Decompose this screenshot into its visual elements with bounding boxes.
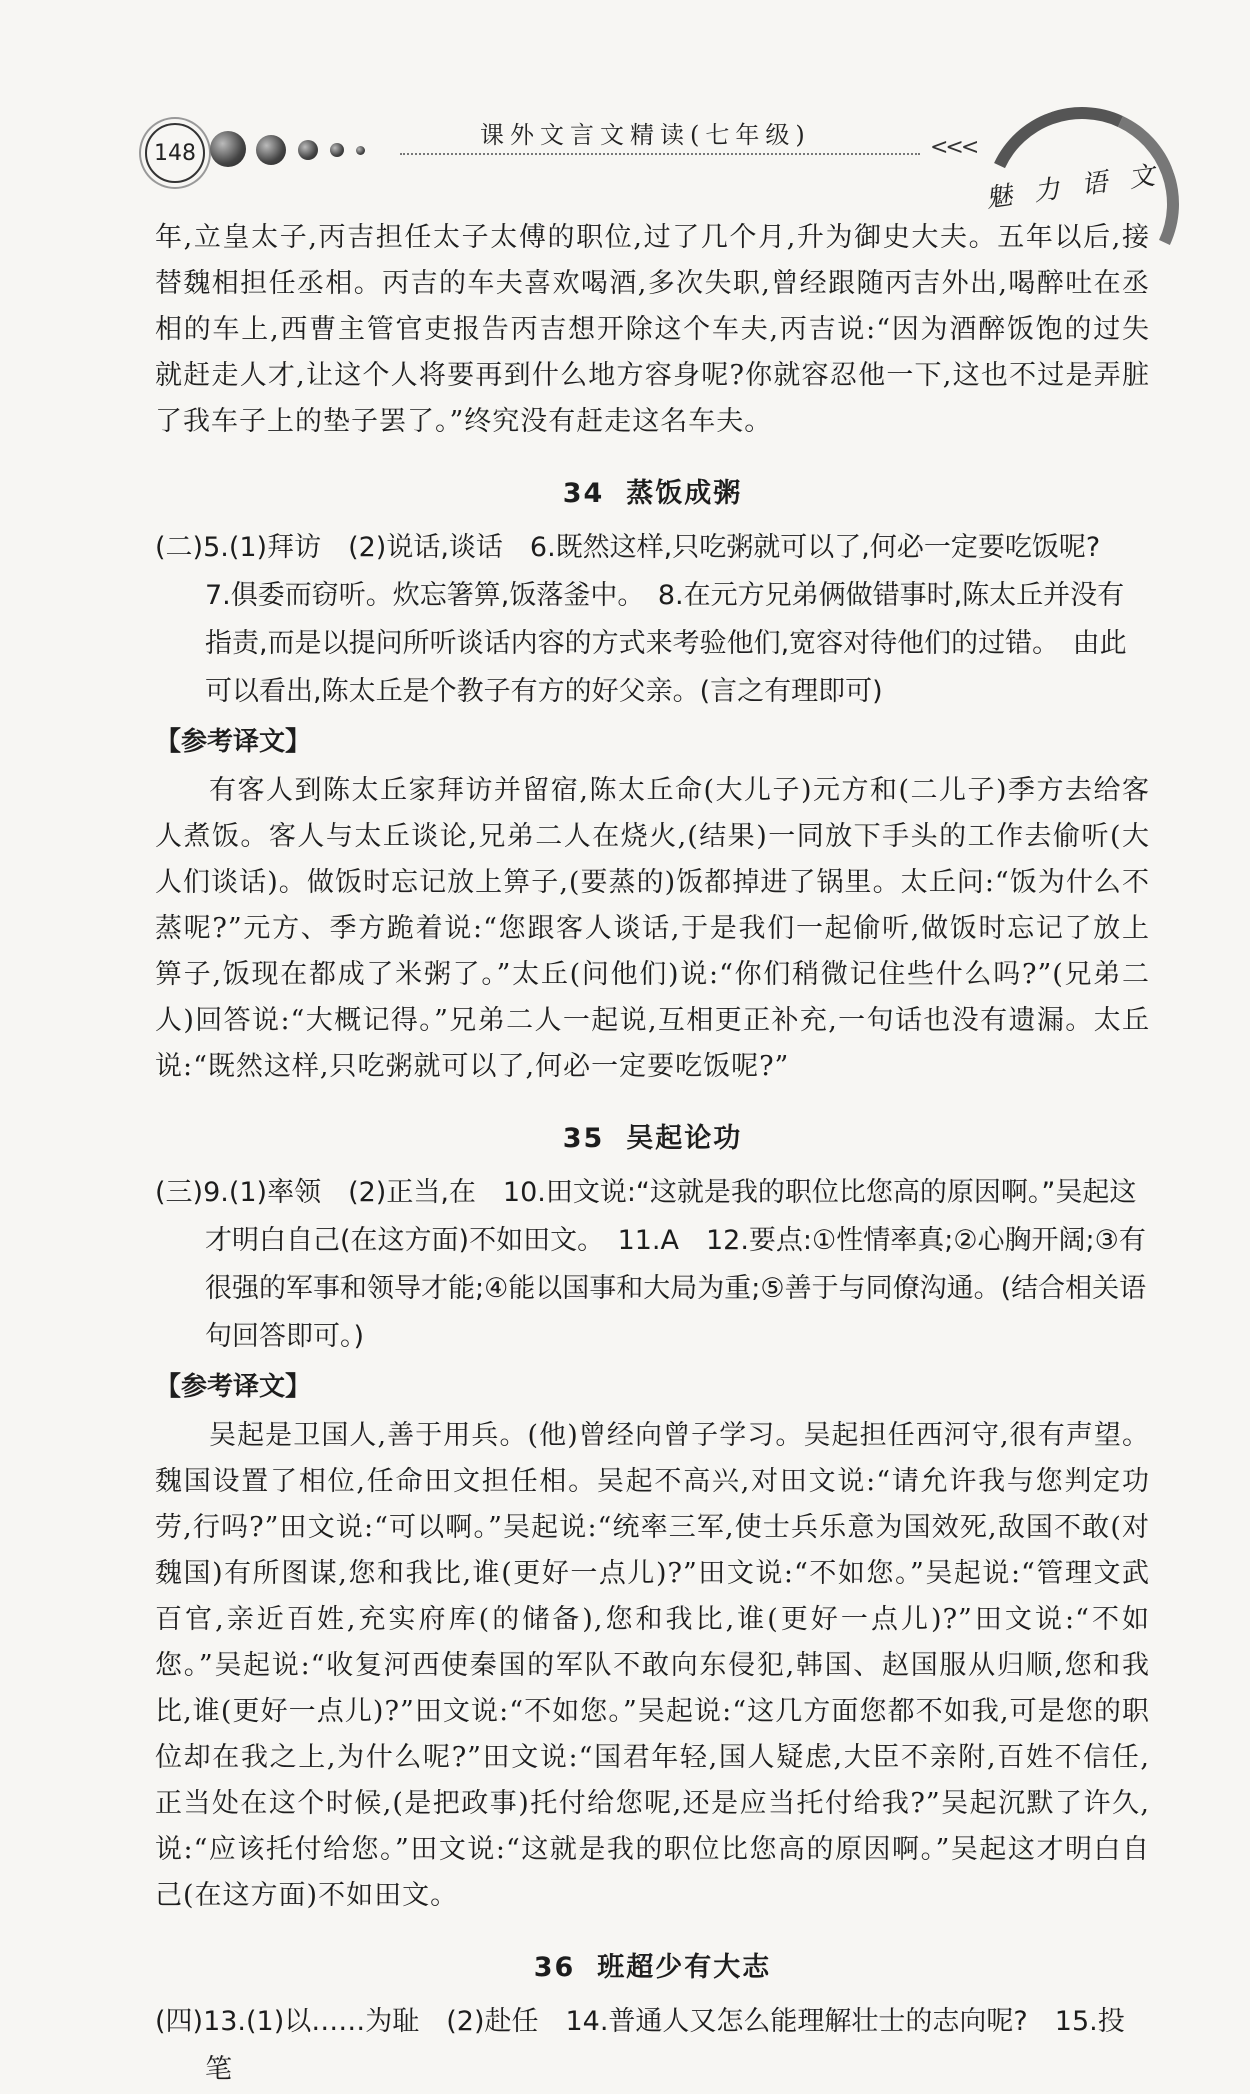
book-title: 课外文言文精读(七年级): [480, 121, 811, 149]
page-number: 148: [145, 123, 205, 183]
section-title: [155, 471, 1150, 510]
page-content: [155, 215, 1150, 2094]
decorative-ball-icon: [356, 146, 365, 155]
brand-label: 魅力语文: [984, 157, 1179, 215]
section-number: 36: [533, 1952, 576, 1983]
answer-line: (四)13.(1)以……为耻 (2)赴任 14.普通人又怎么能理解壮士的志向呢? 15.投笔: [155, 2006, 1125, 2085]
decorative-ball-icon: [210, 131, 246, 167]
page-header: [0, 95, 1250, 215]
section-title-text: 蒸饭成粥: [626, 478, 743, 509]
reference-translation-heading: 【参考译文】: [155, 1372, 312, 1402]
section-title-text: 吴起论功: [626, 1123, 743, 1154]
section-36: [155, 1945, 1150, 2094]
answer-line: 7.俱委而窃听。炊忘箸箅,饭落釜中。 8.在元方兄弟俩做错事时,陈太丘并没有指责,而是以提问所听谈话内容的方式来考验他们,宽容对待他们的过错。 由此可以看出,陈太丘是个教子有方的好父亲。(言之有理即可): [205, 580, 1127, 707]
decorative-ball-icon: [298, 140, 318, 160]
decorative-ball-icon: [256, 135, 286, 165]
decorative-ball-icon: [330, 143, 344, 157]
section-title: [155, 1945, 1150, 1984]
chevrons-icon: <<<: [930, 135, 977, 160]
section-title-text: 班超少有大志: [597, 1952, 772, 1983]
section-title: [155, 1116, 1150, 1155]
reference-translation-heading: 【参考译文】: [155, 727, 312, 757]
section-35: [155, 1116, 1150, 1919]
header-dotted-rule: [400, 153, 920, 155]
section-number: 34: [562, 478, 605, 509]
answer-line: (三)9.(1)率领 (2)正当,在 10.田文说:“这就是我的职位比您高的原因啊。”吴起这才明白自己(在这方面)不如田文。 11.A 12.要点:①性情率真;②心胸开阔;③有很强的军事和领导才能;④能以国事和大局为重;⑤善于与同僚沟通。(结合相关语句回答即可。): [155, 1177, 1147, 1352]
section-34: [155, 471, 1150, 1090]
answer-line: (二)5.(1)拜访 (2)说话,谈话 6.既然这样,只吃粥就可以了,何必一定要吃饭呢?: [155, 532, 1101, 563]
intro-continuation: 年,立皇太子,丙吉担任太子太傅的职位,过了几个月,升为御史大夫。五年以后,接替魏相担任丞相。丙吉的车夫喜欢喝酒,多次失职,曾经跟随丙吉外出,喝醉吐在丞相的车上,西曹主管官吏报告丙吉想开除这个车夫,丙吉说:“因为酒醉饭饱的过失就赶走人才,让这个人将要再到什么地方容身呢?你就容忍他一下,这也不过是弄脏了我车子上的垫子罢了。”终究没有赶走这名车夫。: [155, 222, 1150, 437]
translation-text: 吴起是卫国人,善于用兵。(他)曾经向曾子学习。吴起担任西河守,很有声望。魏国设置了相位,任命田文担任相。吴起不高兴,对田文说:“请允许我与您判定功劳,行吗?”田文说:“可以啊。”吴起说:“统率三军,使士兵乐意为国效死,敌国不敢(对魏国)有所图谋,您和我比,谁(更好一点儿)?”田文说:“不如您。”吴起说:“管理文武百官,亲近百姓,充实府库(的储备),您和我比,谁(更好一点儿)?”田文说:“不如您。”吴起说:“收复河西使秦国的军队不敢向东侵犯,韩国、赵国服从归顺,您和我比,谁(更好一点儿)?”田文说:“不如您。”吴起说:“这几方面您都不如我,可是您的职位却在我之上,为什么呢?”田文说:“国君年轻,国人疑虑,大臣不亲附,百姓不信任,正当处在这个时候,(是把政事)托付给您呢,还是应当托付给我?”吴起沉默了许久,说:“应该托付给您。”田文说:“这就是我的职位比您高的原因啊。”吴起这才明白自己(在这方面)不如田文。: [155, 1420, 1150, 1911]
translation-text: 有客人到陈太丘家拜访并留宿,陈太丘命(大儿子)元方和(二儿子)季方去给客人煮饭。客人与太丘谈论,兄弟二人在烧火,(结果)一同放下手头的工作去偷听(大人们谈话)。做饭时忘记放上箅子,(要蒸的)饭都掉进了锅里。太丘问:“饭为什么不蒸呢?”元方、季方跪着说:“您跟客人谈话,于是我们一起偷听,做饭时忘记了放上箅子,饭现在都成了米粥了。”太丘(问他们)说:“你们稍微记住些什么吗?”(兄弟二人)回答说:“大概记得。”兄弟二人一起说,互相更正补充,一句话也没有遗漏。太丘说:“既然这样,只吃粥就可以了,何必一定要吃饭呢?”: [155, 775, 1150, 1082]
section-number: 35: [562, 1123, 605, 1154]
